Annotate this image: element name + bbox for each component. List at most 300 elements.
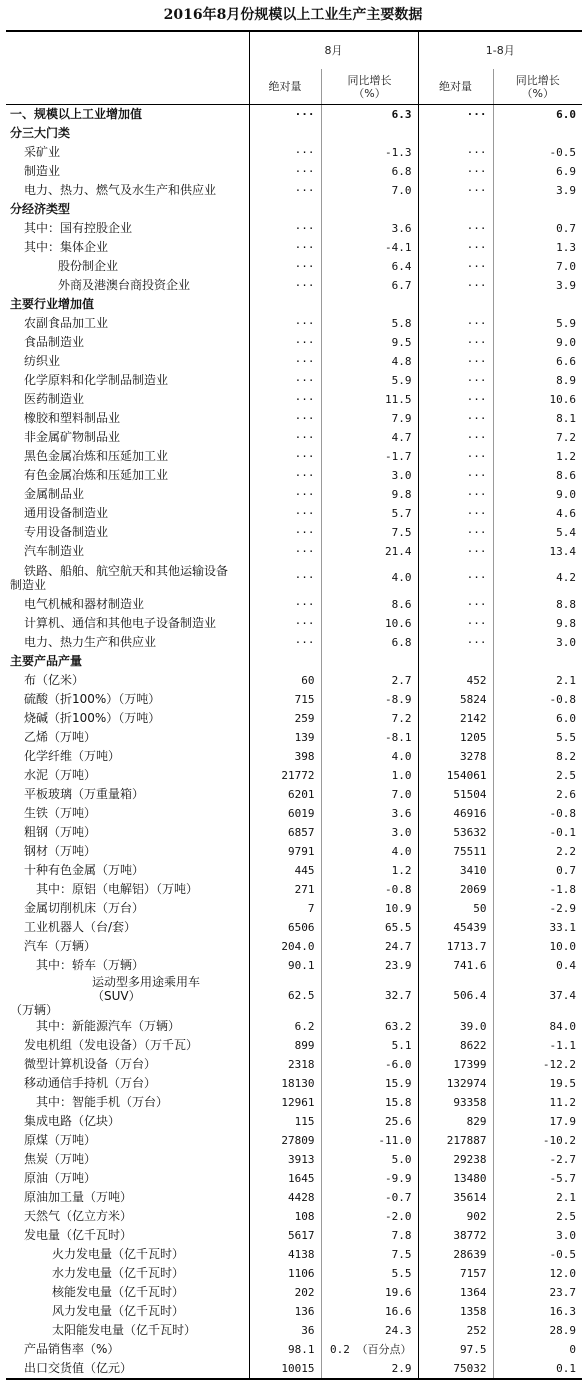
yoy-value: 8.2 (493, 747, 582, 766)
abs-value: ··· (418, 105, 493, 125)
yoy-value: -11.0 (321, 1131, 418, 1150)
abs-value (249, 124, 321, 143)
table-row (6, 1359, 582, 1379)
abs-value: ··· (418, 371, 493, 390)
yoy-value: 2.1 (493, 671, 582, 690)
table-row (6, 238, 582, 257)
yoy-value: -1.3 (321, 143, 418, 162)
abs-value: ··· (418, 595, 493, 614)
yoy-value (493, 652, 582, 671)
table-row (6, 523, 582, 542)
row-label: 主要产品产量 (10, 654, 83, 668)
yoy-value: 3.6 (321, 219, 418, 238)
abs-value: 829 (418, 1112, 493, 1131)
row-label: 集成电路（亿块） (24, 1114, 121, 1128)
row-label: 股份制企业 (58, 259, 119, 273)
row-label: 农副食品加工业 (24, 316, 109, 330)
abs-value: 7 (249, 899, 321, 918)
abs-value: ··· (249, 561, 321, 595)
table-row (6, 766, 582, 785)
yoy-value: 6.3 (321, 105, 418, 125)
yoy-value: 16.3 (493, 1302, 582, 1321)
table-row (6, 1112, 582, 1131)
abs-value (418, 200, 493, 219)
abs-value: 2142 (418, 709, 493, 728)
abs-value: 17399 (418, 1055, 493, 1074)
abs-value: 75511 (418, 842, 493, 861)
yoy-value: 23.7 (493, 1283, 582, 1302)
row-label: 其中：集体企业 (24, 240, 109, 254)
abs-value: 13480 (418, 1169, 493, 1188)
row-label: 分三大门类 (10, 126, 71, 140)
abs-value: 3278 (418, 747, 493, 766)
table-row (6, 162, 582, 181)
table-row (6, 1169, 582, 1188)
row-label: 计算机、通信和其他电子设备制造业 (24, 616, 217, 630)
yoy-value: 16.6 (321, 1302, 418, 1321)
table-row (6, 690, 582, 709)
abs-value: ··· (418, 504, 493, 523)
table-row (6, 861, 582, 880)
table-row (6, 1055, 582, 1074)
abs-value: 98.1 (249, 1340, 321, 1359)
abs-value: 8622 (418, 1036, 493, 1055)
yoy-value: 0 (493, 1340, 582, 1359)
yoy-value: 17.9 (493, 1112, 582, 1131)
abs-value: 7157 (418, 1264, 493, 1283)
row-label: 出口交货值（亿元） (6, 1359, 249, 1379)
header-yoy-2: 同比增长 （%） (493, 69, 582, 105)
table-row (6, 956, 582, 975)
abs-value: 715 (249, 690, 321, 709)
table-row (6, 785, 582, 804)
abs-value: ··· (418, 143, 493, 162)
table-row (6, 1302, 582, 1321)
yoy-value: 3.0 (321, 823, 418, 842)
row-label: 黑色金属冶炼和压延加工业 (24, 449, 169, 463)
row-label: 橡胶和塑料制品业 (24, 411, 121, 425)
yoy-value: 8.6 (321, 595, 418, 614)
abs-value: 36 (249, 1321, 321, 1340)
yoy-value: 13.4 (493, 542, 582, 561)
header-blank-2 (6, 69, 249, 105)
section-row (6, 200, 582, 219)
row-label: 原油（万吨） (24, 1171, 97, 1185)
row-label: 钢材（万吨） (24, 844, 97, 858)
yoy-value: 3.0 (493, 633, 582, 652)
abs-value: ··· (418, 523, 493, 542)
table-row (6, 105, 582, 125)
abs-value: 452 (418, 671, 493, 690)
abs-value: 398 (249, 747, 321, 766)
yoy-value: 15.9 (321, 1074, 418, 1093)
table-row (6, 614, 582, 633)
abs-value: 3410 (418, 861, 493, 880)
yoy-value: -0.1 (493, 823, 582, 842)
abs-value: 202 (249, 1283, 321, 1302)
header-august: 8月 (249, 31, 418, 69)
yoy-value: 7.2 (321, 709, 418, 728)
yoy-value: 3.9 (493, 181, 582, 200)
row-label: 纺织业 (24, 354, 61, 368)
yoy-value: 23.9 (321, 956, 418, 975)
abs-value: ··· (249, 447, 321, 466)
yoy-value: 32.7 (321, 975, 418, 1017)
abs-value: 1358 (418, 1302, 493, 1321)
abs-value: ··· (249, 466, 321, 485)
table-row (6, 219, 582, 238)
yoy-value: 4.6 (493, 504, 582, 523)
yoy-value: 37.4 (493, 975, 582, 1017)
abs-value: ··· (249, 542, 321, 561)
yoy-value: -0.5 (493, 1245, 582, 1264)
abs-value: 46916 (418, 804, 493, 823)
yoy-value: 2.5 (493, 766, 582, 785)
row-label: 非金属矿物制品业 (24, 430, 121, 444)
yoy-value: 12.0 (493, 1264, 582, 1283)
abs-value: ··· (418, 257, 493, 276)
yoy-value: 21.4 (321, 542, 418, 561)
row-label: 太阳能发电量（亿千瓦时） (52, 1323, 197, 1337)
abs-value: 217887 (418, 1131, 493, 1150)
abs-value: 93358 (418, 1093, 493, 1112)
abs-value: 899 (249, 1036, 321, 1055)
abs-value: 259 (249, 709, 321, 728)
row-label: 微型计算机设备（万台） (24, 1057, 157, 1071)
yoy-value: 5.1 (321, 1036, 418, 1055)
yoy-value: 9.0 (493, 485, 582, 504)
yoy-value: 6.8 (321, 633, 418, 652)
table-row (6, 1264, 582, 1283)
abs-value: ··· (418, 219, 493, 238)
abs-value: 1106 (249, 1264, 321, 1283)
abs-value: ··· (249, 390, 321, 409)
yoy-value: 10.6 (493, 390, 582, 409)
yoy-value: 7.5 (321, 1245, 418, 1264)
abs-value: 5617 (249, 1226, 321, 1245)
statistics-table (6, 30, 582, 1380)
yoy-value: 0.7 (493, 861, 582, 880)
yoy-value: 2.1 (493, 1188, 582, 1207)
yoy-value: 6.0 (493, 105, 582, 125)
row-label: 乙烯（万吨） (24, 730, 97, 744)
table-row (6, 352, 582, 371)
row-label: 原油加工量（万吨） (24, 1190, 133, 1204)
yoy-value: -1.1 (493, 1036, 582, 1055)
yoy-value: 3.0 (321, 466, 418, 485)
abs-value: 75032 (418, 1359, 493, 1379)
yoy-value: 6.7 (321, 276, 418, 295)
yoy-value: 3.9 (493, 276, 582, 295)
yoy-value: 2.6 (493, 785, 582, 804)
abs-value (249, 200, 321, 219)
abs-value: 445 (249, 861, 321, 880)
abs-value: ··· (249, 314, 321, 333)
row-label: 汽车（万辆） (24, 939, 97, 953)
yoy-value: 24.7 (321, 937, 418, 956)
row-label: 生铁（万吨） (24, 806, 97, 820)
abs-value: 6019 (249, 804, 321, 823)
yoy-value: 1.2 (493, 447, 582, 466)
row-label: 粗钢（万吨） (24, 825, 97, 839)
yoy-value: 15.8 (321, 1093, 418, 1112)
row-label: 焦炭（万吨） (24, 1152, 97, 1166)
section-row (6, 124, 582, 143)
row-label: 平板玻璃（万重量箱） (24, 787, 145, 801)
abs-value: ··· (249, 614, 321, 633)
yoy-value: 28.9 (493, 1321, 582, 1340)
table-row (6, 1150, 582, 1169)
yoy-value: -2.0 (321, 1207, 418, 1226)
yoy-value: 0.2 （百分点） (321, 1340, 418, 1359)
row-label: 电力、热力生产和供应业 (24, 635, 157, 649)
yoy-value: 25.6 (321, 1112, 418, 1131)
abs-value: 10015 (249, 1359, 321, 1379)
yoy-value: 7.0 (321, 785, 418, 804)
yoy-value: 9.8 (493, 614, 582, 633)
header-row-columns (6, 69, 582, 105)
yoy-value: 3.6 (321, 804, 418, 823)
yoy-value: 11.2 (493, 1093, 582, 1112)
yoy-value: -10.2 (493, 1131, 582, 1150)
abs-value: ··· (418, 447, 493, 466)
abs-value: ··· (418, 561, 493, 595)
row-label: 外商及港澳台商投资企业 (58, 278, 191, 292)
abs-value: 39.0 (418, 1017, 493, 1036)
abs-value: 4138 (249, 1245, 321, 1264)
table-row (6, 842, 582, 861)
table-row (6, 390, 582, 409)
table-row (6, 1074, 582, 1093)
abs-value: 1364 (418, 1283, 493, 1302)
abs-value: ··· (418, 333, 493, 352)
abs-value: 252 (418, 1321, 493, 1340)
abs-value: ··· (249, 409, 321, 428)
yoy-value: 2.7 (321, 671, 418, 690)
row-label: 工业机器人（台/套） (24, 920, 137, 934)
row-label: 主要行业增加值 (10, 297, 95, 311)
table-row (6, 1131, 582, 1150)
row-label: 有色金属冶炼和压延加工业 (24, 468, 169, 482)
abs-value: ··· (249, 181, 321, 200)
table-row (6, 709, 582, 728)
table-row (6, 633, 582, 652)
yoy-value: 4.8 (321, 352, 418, 371)
header-yoy: 同比增长 （%） (321, 69, 418, 105)
yoy-value: 5.7 (321, 504, 418, 523)
table-row (6, 1283, 582, 1302)
yoy-value: 2.9 (321, 1359, 418, 1379)
row-label: 水力发电量（亿千瓦时） (52, 1266, 185, 1280)
abs-value: 1645 (249, 1169, 321, 1188)
abs-value: ··· (418, 181, 493, 200)
table-row (6, 409, 582, 428)
yoy-value: 6.0 (493, 709, 582, 728)
abs-value: ··· (418, 314, 493, 333)
abs-value: 51504 (418, 785, 493, 804)
header-jan-aug: 1-8月 (418, 31, 582, 69)
abs-value (249, 652, 321, 671)
abs-value: 2318 (249, 1055, 321, 1074)
yoy-value: 8.6 (493, 466, 582, 485)
row-label: 水泥（万吨） (24, 768, 97, 782)
header-absolute-2: 绝对量 (418, 69, 493, 105)
abs-value: 9791 (249, 842, 321, 861)
table-row (6, 485, 582, 504)
row-label: 运动型多用途乘用车（SUV） （万辆） (10, 975, 201, 1017)
row-label: 原煤（万吨） (24, 1133, 97, 1147)
abs-value: 97.5 (418, 1340, 493, 1359)
abs-value: 6.2 (249, 1017, 321, 1036)
table-row (6, 371, 582, 390)
abs-value: 6857 (249, 823, 321, 842)
yoy-value: -0.8 (321, 880, 418, 899)
abs-value: 741.6 (418, 956, 493, 975)
yoy-value (321, 652, 418, 671)
yoy-value: -5.7 (493, 1169, 582, 1188)
abs-value: 21772 (249, 766, 321, 785)
abs-value: ··· (249, 523, 321, 542)
row-label: 发电机组（发电设备）（万千瓦） (24, 1038, 199, 1052)
yoy-value: -0.8 (493, 804, 582, 823)
abs-value: 506.4 (418, 975, 493, 1017)
row-label: 专用设备制造业 (24, 525, 109, 539)
yoy-value: 6.6 (493, 352, 582, 371)
abs-value: ··· (249, 485, 321, 504)
abs-value: ··· (249, 595, 321, 614)
yoy-value: 6.9 (493, 162, 582, 181)
abs-value: ··· (418, 485, 493, 504)
table-row (6, 1093, 582, 1112)
yoy-value: -6.0 (321, 1055, 418, 1074)
abs-value: 53632 (418, 823, 493, 842)
yoy-value: -0.5 (493, 143, 582, 162)
table-row (6, 728, 582, 747)
abs-value: 115 (249, 1112, 321, 1131)
yoy-value: 7.9 (321, 409, 418, 428)
abs-value: ··· (249, 257, 321, 276)
abs-value: ··· (249, 162, 321, 181)
yoy-value: 1.2 (321, 861, 418, 880)
abs-value: 1713.7 (418, 937, 493, 956)
table-row (6, 276, 582, 295)
abs-value: ··· (418, 409, 493, 428)
yoy-value: 10.9 (321, 899, 418, 918)
abs-value: 45439 (418, 918, 493, 937)
yoy-value: 11.5 (321, 390, 418, 409)
table-row (6, 466, 582, 485)
yoy-value: 4.2 (493, 561, 582, 595)
row-label: 化学原料和化学制品制造业 (24, 373, 169, 387)
yoy-value: 3.0 (493, 1226, 582, 1245)
row-label: 风力发电量（亿千瓦时） (52, 1304, 185, 1318)
yoy-value: 19.5 (493, 1074, 582, 1093)
abs-value: ··· (249, 333, 321, 352)
row-label: 采矿业 (24, 145, 61, 159)
table-row (6, 1036, 582, 1055)
abs-value (418, 124, 493, 143)
row-label: 化学纤维（万吨） (24, 749, 121, 763)
row-label: 布（亿米） (24, 673, 85, 687)
yoy-value: 7.0 (321, 181, 418, 200)
abs-value: ··· (249, 352, 321, 371)
table-row (6, 975, 582, 1017)
abs-value: ··· (418, 162, 493, 181)
abs-value: 271 (249, 880, 321, 899)
yoy-value (493, 295, 582, 314)
table-row (6, 428, 582, 447)
abs-value: 2069 (418, 880, 493, 899)
row-label: 产品销售率（%） (24, 1342, 120, 1356)
row-label: 其中：智能手机（万台） (36, 1095, 169, 1109)
yoy-value: 4.7 (321, 428, 418, 447)
table-row (6, 823, 582, 842)
row-label: 金属制品业 (24, 487, 85, 501)
abs-value: 50 (418, 899, 493, 918)
table-row (6, 1226, 582, 1245)
yoy-value: 19.6 (321, 1283, 418, 1302)
row-label: 食品制造业 (24, 335, 85, 349)
yoy-value: -12.2 (493, 1055, 582, 1074)
abs-value (249, 295, 321, 314)
row-label: 金属切削机床（万台） (24, 901, 145, 915)
row-label: 硫酸（折100%）（万吨） (24, 692, 161, 706)
abs-value (418, 652, 493, 671)
yoy-value: 8.1 (493, 409, 582, 428)
yoy-value: -1.7 (321, 447, 418, 466)
table-row (6, 561, 582, 595)
abs-value: 60 (249, 671, 321, 690)
yoy-value: -0.7 (321, 1188, 418, 1207)
table-row (6, 747, 582, 766)
row-label: 汽车制造业 (24, 544, 85, 558)
yoy-value: 4.0 (321, 842, 418, 861)
abs-value: ··· (249, 219, 321, 238)
abs-value: 12961 (249, 1093, 321, 1112)
row-label: 十种有色金属（万吨） (24, 863, 145, 877)
abs-value: ··· (418, 352, 493, 371)
row-label: 其中：轿车（万辆） (36, 958, 145, 972)
yoy-value: 4.0 (321, 561, 418, 595)
abs-value: ··· (249, 143, 321, 162)
yoy-value: 6.4 (321, 257, 418, 276)
yoy-value: 5.9 (321, 371, 418, 390)
yoy-value: -2.7 (493, 1150, 582, 1169)
abs-value: 139 (249, 728, 321, 747)
abs-value: 29238 (418, 1150, 493, 1169)
yoy-value: 5.4 (493, 523, 582, 542)
row-label: 铁路、船舶、航空航天和其他运输设备 制造业 (10, 564, 229, 592)
row-label: 电力、热力、燃气及水生产和供应业 (24, 183, 217, 197)
yoy-value (493, 200, 582, 219)
yoy-value: -8.9 (321, 690, 418, 709)
table-row (6, 1321, 582, 1340)
abs-value: 154061 (418, 766, 493, 785)
row-label: 其中：原铝（电解铝）（万吨） (36, 882, 199, 896)
abs-value: 18130 (249, 1074, 321, 1093)
row-label: 医药制造业 (24, 392, 85, 406)
yoy-value (321, 200, 418, 219)
table-row (6, 314, 582, 333)
yoy-value: 9.5 (321, 333, 418, 352)
yoy-value: 2.2 (493, 842, 582, 861)
table-row (6, 447, 582, 466)
yoy-value: -9.9 (321, 1169, 418, 1188)
abs-value: 902 (418, 1207, 493, 1226)
table-row (6, 143, 582, 162)
yoy-value: 10.6 (321, 614, 418, 633)
abs-value: ··· (418, 542, 493, 561)
